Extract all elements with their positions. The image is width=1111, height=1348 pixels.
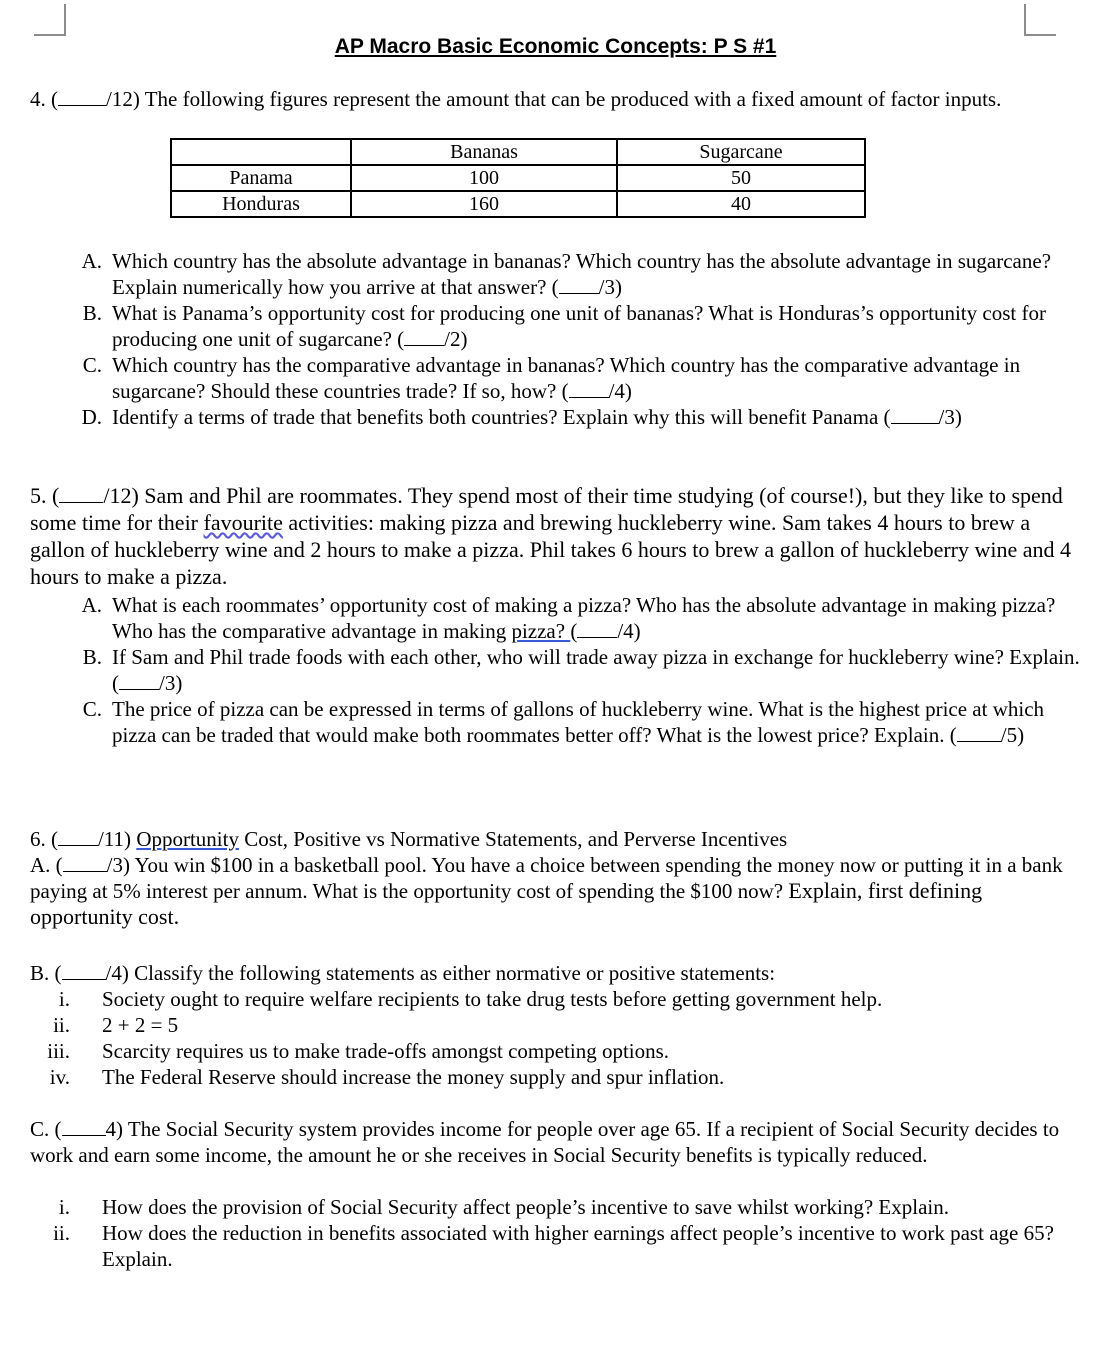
item-marker: iii.: [47, 1039, 70, 1063]
item-marker: ii.: [53, 1013, 70, 1037]
table-header-bananas: Bananas: [351, 139, 617, 165]
item-marker: ii.: [53, 1221, 70, 1245]
item-marker: B.: [82, 645, 102, 669]
question-5-text: /12) Sam and Phil are roommates. They spend most of their time studying (of course!), but they like to spend some time for their: [30, 483, 1063, 535]
table-cell: 50: [617, 165, 865, 191]
table-cell: Panama: [171, 165, 351, 191]
table-cell: [171, 139, 351, 165]
score-blank: [59, 484, 103, 503]
question-6a-text: /3) You win $100 in a basketball pool. You have a choice between spending the money now or putting it in a bank paying at 5% interest per annum. What is the opportunity cost of spending the $100 now?: [30, 853, 1063, 903]
table-header-sugarcane: Sugarcane: [617, 139, 865, 165]
item-text: What is each roommates’ opportunity cost of making a pizza? Who has the absolute advantage in making pizza? Who has the comparative advantage in making: [112, 593, 1056, 643]
item-text-underlined: pizza?: [511, 619, 571, 643]
list-item: [30, 696, 1080, 748]
question-6b-items: [30, 986, 1080, 1090]
item-text: How does the reduction in benefits associated with higher earnings affect people’s incentive to work past age 65? Explain.: [102, 1221, 1054, 1271]
list-item: [30, 300, 1080, 352]
item-text: How does the provision of Social Security affect people’s incentive to save whilst working? Explain.: [102, 1195, 950, 1219]
list-item: [30, 592, 1080, 644]
score-blank: [119, 671, 159, 690]
question-6-header: [30, 826, 1090, 852]
question-6-heading-underlined: Opportunity: [136, 827, 239, 851]
item-text: (: [570, 619, 578, 643]
question-6c-items: [30, 1194, 1080, 1272]
table-header-row: [171, 139, 865, 165]
list-item: [30, 986, 1080, 1012]
item-text: Scarcity requires us to make trade-offs amongst competing options.: [102, 1039, 670, 1063]
question-6b-number: B. (: [30, 961, 62, 985]
item-score: /5): [1000, 723, 1025, 747]
item-marker: A.: [81, 249, 102, 273]
item-score: /4): [608, 379, 632, 403]
page-title: AP Macro Basic Economic Concepts: P S #1: [334, 35, 777, 58]
question-6-heading-cont: Cost, Positive vs Normative Statements, and Perverse Incentives: [238, 827, 788, 851]
item-text: What is Panama’s opportunity cost for producing one unit of bananas? What is Honduras’s opportunity cost for producing one unit of sugarcane? (: [112, 301, 1046, 351]
table-row: [171, 165, 865, 191]
list-item: [30, 1038, 1080, 1064]
item-score: /2): [444, 327, 468, 351]
question-6-heading: /11): [98, 827, 137, 851]
table-cell: 40: [617, 191, 865, 217]
question-6-number: 6. (: [30, 827, 58, 851]
item-marker: C.: [82, 353, 102, 377]
table-cell: 160: [351, 191, 617, 217]
score-blank: [404, 327, 444, 346]
question-6a-text-emphasis: Explain, first defining opportunity cost.: [30, 878, 983, 929]
score-blank: [569, 379, 609, 398]
item-text: The price of pizza can be expressed in terms of gallons of huckleberry wine. What is the highest price at which pizza can be traded that would make both roommates better off? What is the lowest price? Explain. (: [112, 697, 1045, 747]
score-blank: [559, 275, 599, 294]
question-6a-number: A. (: [30, 853, 63, 877]
item-marker: C.: [82, 697, 102, 721]
production-table: [170, 138, 866, 218]
item-marker: B.: [82, 301, 102, 325]
list-item: [30, 1220, 1080, 1272]
crop-mark-top-left: [34, 4, 66, 36]
crop-mark-top-right: [1024, 4, 1056, 36]
question-5-number: 5. (: [30, 483, 60, 508]
question-6c-number: C. (: [30, 1117, 62, 1141]
item-text: Which country has the comparative advantage in bananas? Which country has the comparative advantage in sugarcane? Should these countries trade? If so, how? (: [112, 353, 1021, 403]
table-row: [171, 191, 865, 217]
table-cell: 100: [351, 165, 617, 191]
item-score: /3): [938, 405, 962, 429]
item-marker: i.: [58, 1195, 70, 1219]
list-item: [30, 644, 1080, 696]
item-text: If Sam and Phil trade foods with each other, who will trade away pizza in exchange for huckleberry wine? Explain. (: [112, 645, 1080, 695]
item-text: Society ought to require welfare recipients to take drug tests before getting government help.: [102, 987, 883, 1011]
item-score: /4): [617, 619, 641, 643]
question-5-text-cont: activities: making pizza and brewing huckleberry wine. Sam takes 4 hours to brew a gallon of huckleberry wine and 2 hours to make a pizza. Phil takes 6 hours to brew a gallon of huckleberry wine and 4 hours to make a pizza.: [30, 510, 1072, 589]
score-blank: [891, 405, 939, 424]
score-blank: [577, 619, 617, 638]
question-4-header: [30, 86, 1090, 112]
score-blank: [58, 87, 106, 106]
question-4-number: 4. (: [30, 87, 58, 111]
question-5-items: [30, 592, 1080, 748]
question-6c: [30, 1116, 1090, 1168]
question-6b: [30, 960, 1090, 986]
score-blank: [62, 961, 106, 980]
question-6a: [30, 852, 1090, 930]
item-marker: i.: [58, 987, 70, 1011]
list-item: [30, 1012, 1080, 1038]
item-text: Which country has the absolute advantage in bananas? Which country has the absolute advantage in sugarcane? Explain numerically how you arrive at that answer? (: [112, 249, 1052, 299]
item-score: /3): [159, 671, 183, 695]
question-5-text-favourite: favourite: [203, 510, 283, 535]
item-text: The Federal Reserve should increase the money supply and spur inflation.: [102, 1065, 725, 1089]
question-4-items: [30, 248, 1080, 430]
score-blank: [62, 1117, 106, 1136]
item-marker: iv.: [49, 1065, 70, 1089]
question-6b-text: /4) Classify the following statements as either normative or positive statements:: [105, 961, 776, 985]
list-item: [30, 1194, 1080, 1220]
score-blank: [957, 723, 1001, 742]
score-blank: [58, 827, 98, 846]
list-item: [30, 248, 1080, 300]
item-text: 2 + 2 = 5: [102, 1013, 179, 1037]
item-score: /3): [598, 275, 622, 299]
item-marker: A.: [81, 593, 102, 617]
question-4-prompt: /12) The following figures represent the amount that can be produced with a fixed amount of factor inputs.: [106, 87, 1002, 111]
question-5-intro: [30, 482, 1090, 590]
list-item: [30, 352, 1080, 404]
question-6c-text: 4) The Social Security system provides income for people over age 65. If a recipient of Social Security decides to work and earn some income, the amount he or she receives in Social Security benefits is typically reduced.: [30, 1117, 1060, 1167]
score-blank: [63, 853, 107, 872]
table-cell: Honduras: [171, 191, 351, 217]
list-item: [30, 404, 1080, 430]
list-item: [30, 1064, 1080, 1090]
item-text: Identify a terms of trade that benefits both countries? Explain why this will benefit Panama (: [112, 405, 891, 429]
item-marker: D.: [81, 405, 102, 429]
